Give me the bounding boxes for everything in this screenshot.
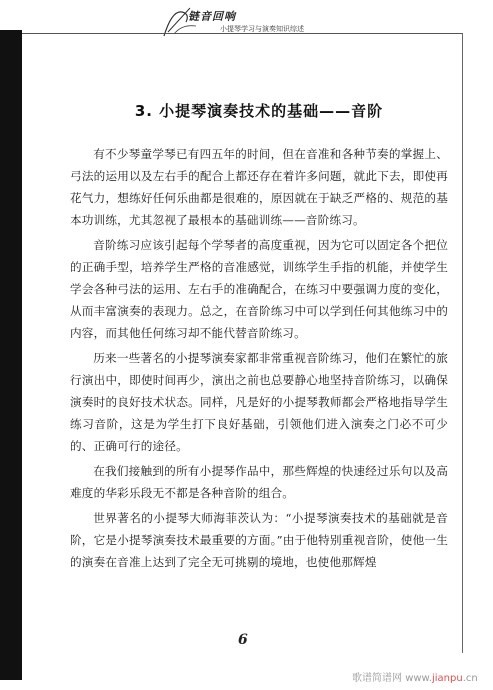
paragraph-1: 有不少琴童学琴已有四五年的时间，但在音准和各种节奏的掌握上、弓法的运用以及左右手的配合上都还存在着许多问题，就此下去，即使再花气力，想练好任何乐曲都是很难的，原因就在于缺乏严格的、规范的基本功训练，尤其忽视了最根本的基础训练——音阶练习。 [70,147,448,227]
running-header [150,4,350,44]
left-binding-bar [0,30,22,680]
page-number: 6 [238,632,248,648]
page-body [70,100,448,576]
watermark-url-accent: jianpu [431,673,463,684]
header-subtitle: 小提琴学习与演奏知识综述 [220,25,304,33]
top-rule [22,33,462,34]
watermark-site-name: 歌谱简谱网 [352,673,402,684]
watermark-url-prefix: www. [405,673,432,684]
chapter-title: 3. 小提琴演奏技术的基础——音阶 [134,102,384,120]
paragraph-3: 历来一些著名的小提琴演奏家都非常重视音阶练习，他们在繁忙的旅行演出中，即使时间再少，演出之前也总要静心地坚持音阶练习，以确保演奏时的良好技术状态。同样，凡是好的小提琴教师都会严格地指导学生练习音阶，这是为学生打下良好基础，引领他们进入演奏之门必不可少的、正确可行的途径。 [70,351,448,453]
header-title: 链音回响 [188,10,236,23]
paragraph-4: 在我们接触到的所有小提琴作品中，那些辉煌的快速经过乐句以及高难度的华彩乐段无不都是各种音阶的组合。 [70,464,448,500]
watermark-url-suffix: .cn [462,673,478,684]
site-watermark [352,669,478,684]
right-rule [462,33,463,653]
paragraph-2: 音阶练习应该引起每个学琴者的高度重视，因为它可以固定各个把位的正确手型，培养学生严格的音准感觉，训练学生手指的机能，并使学生学会各种弓法的运用、左右手的准确配合，在练习中要强调力度的变化，从而丰富演奏的表现力。总之，在音阶练习中可以学到任何其他练习中的内容，而其他任何练习却不能代替音阶练习。 [70,238,448,340]
paragraph-5: 世界著名的小提琴大师海菲茨认为：“小提琴演奏技术的基础就是音阶，它是小提琴演奏技术最重要的方面。”由于他特别重视音阶，使他一生的演奏在音准上达到了完全无可挑剔的境地，也使他那辉煌 [70,511,448,569]
